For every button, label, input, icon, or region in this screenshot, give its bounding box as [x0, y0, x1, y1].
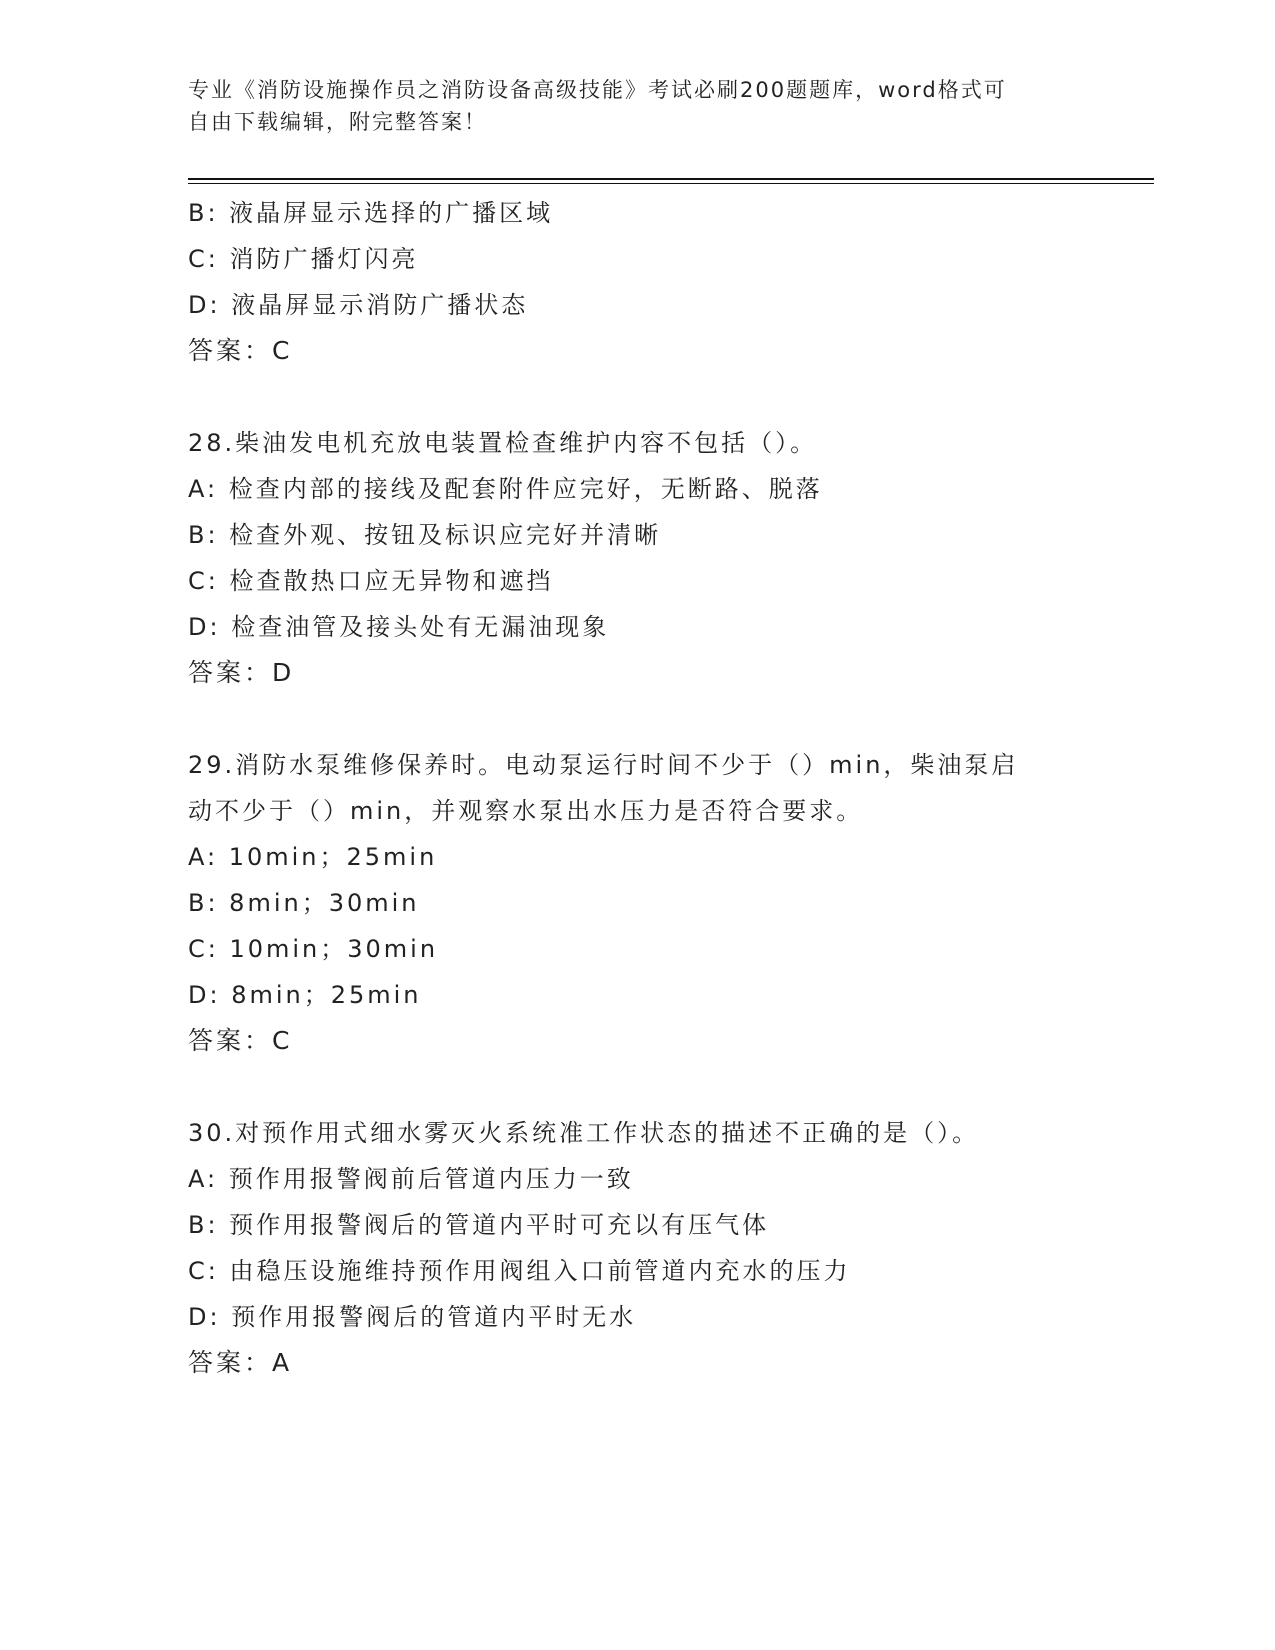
question-list	[188, 190, 1128, 1386]
question-stem: 28.柴油发电机充放电装置检查维护内容不包括（）。	[188, 429, 818, 457]
question-stem-line-2: 动不少于（）min，并观察水泵出水压力是否符合要求。	[188, 797, 864, 825]
option-d: D: 检查油管及接头处有无漏油现象	[188, 613, 610, 641]
header-title-line-1: 专业《消防设施操作员之消防设备高级技能》考试必刷200题题库，word格式可	[188, 78, 1007, 102]
option-a: A: 10min；25min	[188, 843, 438, 871]
header-title-line-2: 自由下载编辑，附完整答案！	[188, 110, 487, 134]
document-header	[188, 74, 1068, 138]
option-c: C: 10min；30min	[188, 935, 439, 963]
question-28	[188, 420, 1128, 696]
question-stem-line-1: 29.消防水泵维修保养时。电动泵运行时间不少于（）min，柴油泵启	[188, 751, 1019, 779]
answer-line: 答案：C	[188, 336, 293, 365]
option-b: B: 8min；30min	[188, 889, 420, 917]
question-gap	[188, 1064, 1128, 1110]
question-gap	[188, 696, 1128, 742]
option-c: C: 由稳压设施维持预作用阀组入口前管道内充水的压力	[188, 1257, 851, 1285]
answer-line: 答案：C	[188, 1026, 293, 1055]
header-divider-thick	[188, 178, 1154, 180]
option-b: B: 检查外观、按钮及标识应完好并清晰	[188, 521, 662, 549]
option-d: D: 8min；25min	[188, 981, 422, 1009]
question-stem: 30.对预作用式细水雾灭火系统准工作状态的描述不正确的是（）。	[188, 1119, 980, 1147]
option-b: B: 预作用报警阀后的管道内平时可充以有压气体	[188, 1211, 770, 1239]
answer-line: 答案：D	[188, 658, 295, 687]
header-divider-thin	[188, 183, 1154, 184]
option-b: B: 液晶屏显示选择的广播区域	[188, 199, 554, 227]
answer-line: 答案：A	[188, 1348, 293, 1377]
option-a: A: 预作用报警阀前后管道内压力一致	[188, 1165, 634, 1193]
option-c: C: 检查散热口应无异物和遮挡	[188, 567, 554, 595]
question-30	[188, 1110, 1128, 1386]
option-a: A: 检查内部的接线及配套附件应完好，无断路、脱落	[188, 475, 823, 503]
question-gap	[188, 374, 1128, 420]
question-29	[188, 742, 1128, 1064]
option-d: D: 预作用报警阀后的管道内平时无水	[188, 1303, 637, 1331]
option-d: D: 液晶屏显示消防广播状态	[188, 291, 529, 319]
option-c: C: 消防广播灯闪亮	[188, 245, 419, 273]
question-27-continued	[188, 190, 1128, 374]
